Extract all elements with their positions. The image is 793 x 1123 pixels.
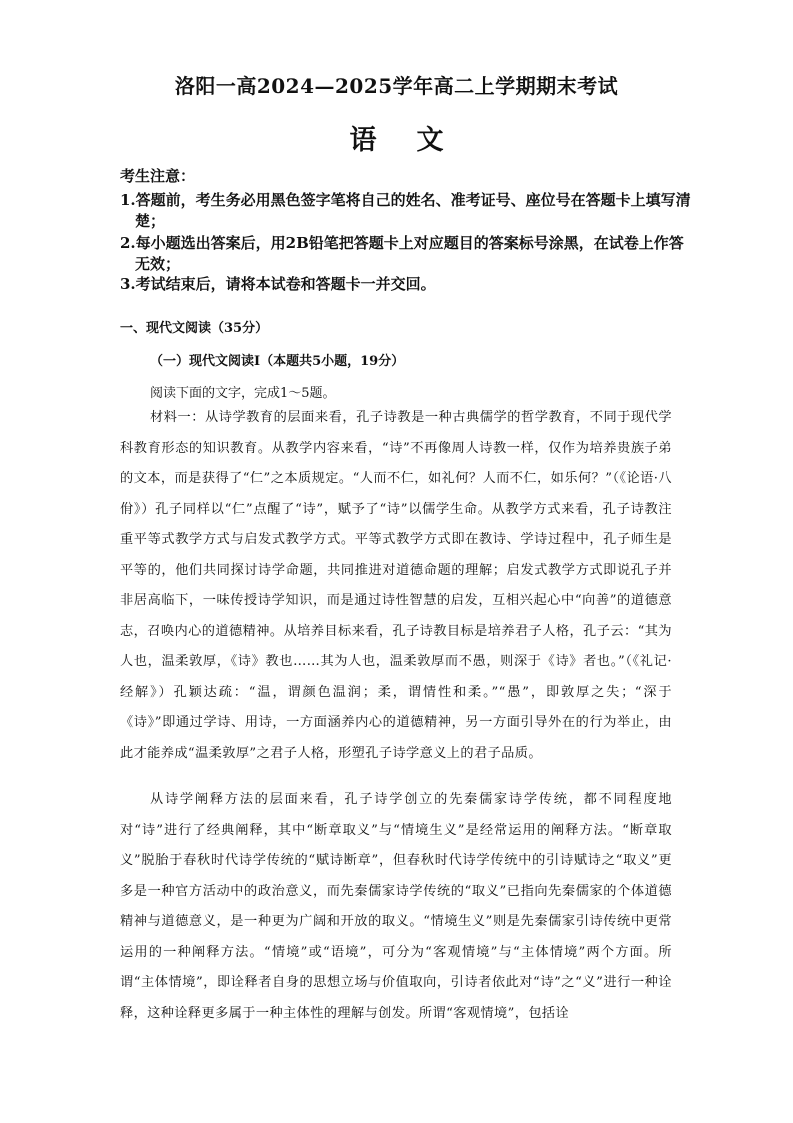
subject-char-2: 文 [416, 125, 444, 156]
reading-instruction: 阅读下面的文字，完成1～5题。 [150, 386, 336, 401]
notice-heading: 考生注意： [120, 167, 196, 185]
notice-item-2: 2.每小题选出答案后，用2B铅笔把答题卡上对应题目的答案标号涂黑，在试卷上作答无效； [120, 234, 684, 273]
exam-title: 洛阳一高2024—2025学年高二上学期期末考试 [174, 74, 619, 98]
section-title: 一、现代文阅读（35分） [120, 321, 269, 336]
notice-item-3: 3.考试结束后，请将本试卷和答题卡一并交回。 [120, 275, 436, 293]
passage-paragraph-1: 材料一：从诗学教育的层面来看，孔子诗教是一种古典儒学的哲学教育，不同于现代学科教育形态的知识教育。从教学内容来看，“诗”不再像周人诗教一样，仅作为培养贵族子弟的文本，而是获得了“仁”之本质规定。“人而不仁，如礼何？人而不仁，如乐何？”（《论语·八佾》）孔子同样以“仁”点醒了“诗”，赋予了“诗”以儒学生命。从教学方式来看，孔子诗教注重平等式教学方式与启发式教学方式。平等式教学方式即在教诗、学诗过程中，孔子师生是平等的，他们共同探讨诗学命题，共同推进对道德命题的理解；启发式教学方式即说孔子并非居高临下，一味传授诗学知识，而是通过诗性智慧的启发，互相兴起心中“向善”的道德意志，召唤内心的道德精神。从培养目标来看，孔子诗教目标是培养君子人格，孔子云：“其为人也，温柔敦厚，《诗》教也……其为人也，温柔敦厚而不愚，则深于《诗》者也。”（《礼记·经解》）孔颖达疏：“温，谓颜色温润；柔，谓情性和柔。”“愚”，即敦厚之失；“深于《诗》”即通过学诗、用诗，一方面涵养内心的道德精神，另一方面引导外在的行为举止，由此才能养成“温柔敦厚”之君子人格，形塑孔子诗学意义上的君子品质。 [120, 410, 672, 761]
passage-paragraph-2: 从诗学阐释方法的层面来看，孔子诗学创立的先秦儒家诗学传统，都不同程度地对“诗”进行了经典阐释，其中“断章取义”与“情境生义”是经常运用的阐释方法。“断章取义”脱胎于春秋时代诗学传统的“赋诗断章”，但春秋时代诗学传统中的引诗赋诗之“取义”更多是一种官方活动中的政治意义，而先秦儒家诗学传统的“取义”已指向先秦儒家的个体道德精神与道德意义，是一种更为广阔和开放的取义。“情境生义”则是先秦儒家引诗传统中更常运用的一种阐释方法。“情境”或“语境”，可分为“客观情境”与“主体情境”两个方面。所谓“主体情境”，即诠释者自身的思想立场与价值取向，引诗者依此对“诗”之“义”进行一种诠释，这种诠释更多属于一种主体性的理解与创发。所谓“客观情境”，包括诠 [120, 792, 672, 1021]
subject-title [0, 118, 793, 157]
notice-item-1: 1.答题前，考生务必用黑色签字笔将自己的姓名、准考证号、座位号在答题卡上填写清楚； [120, 191, 691, 230]
subject-char-1: 语 [349, 125, 377, 156]
subsection-title: （一）现代文阅读Ⅰ（本题共5小题，19分） [150, 354, 405, 369]
